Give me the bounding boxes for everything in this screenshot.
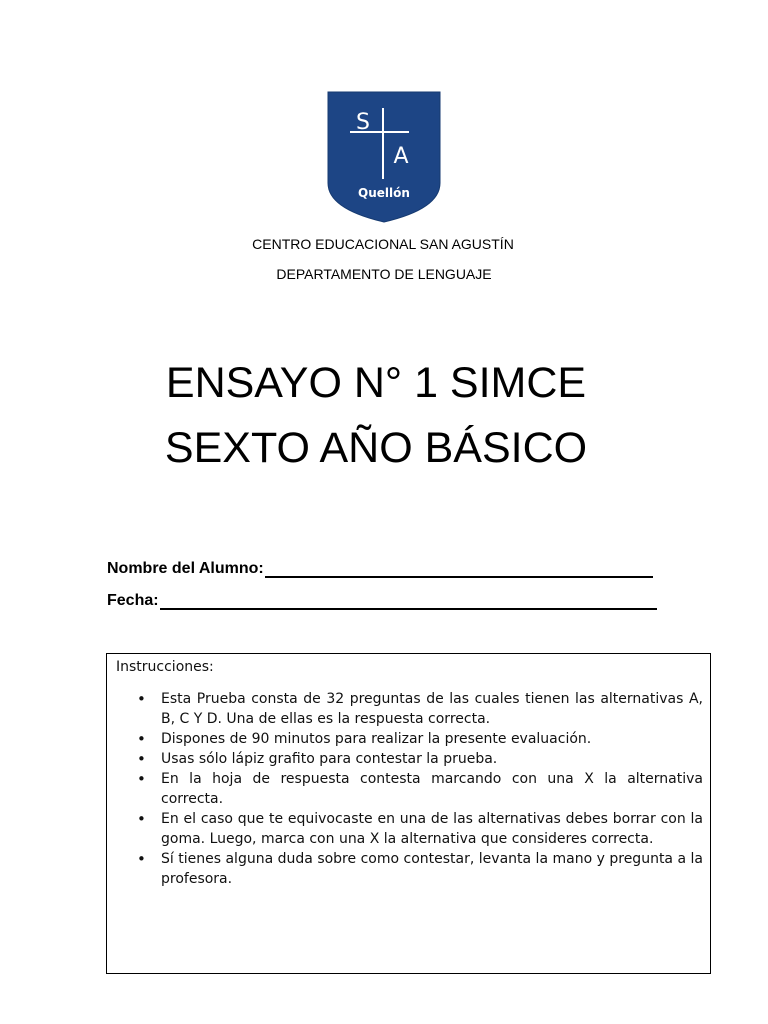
exam-title: ENSAYO N° 1 SIMCE [165,359,587,407]
exam-subtitle: SEXTO AÑO BÁSICO [164,424,588,472]
student-name-line[interactable] [265,561,653,578]
list-item: • Usas sólo lápiz grafito para contestar la prueba. [135,749,703,769]
instructions-box [106,653,711,974]
department-name: DEPARTAMENTO DE LENGUAJE [276,266,492,282]
school-crest-icon [327,91,441,223]
instructions-heading: Instrucciones: [116,659,214,675]
logo-letter-a: A [393,144,409,169]
list-item: • Esta Prueba consta de 32 preguntas de las cuales tienen las alternativas A, B, C Y D. Una de ellas es la respuesta correcta. [135,689,703,729]
date-line[interactable] [160,593,657,610]
student-name-label: Nombre del Alumno: [107,560,264,577]
school-name: CENTRO EDUCACIONAL SAN AGUSTÍN [252,236,514,252]
list-item: • En el caso que te equivocaste en una de las alternativas debes borrar con la goma. Luego, marca con una X la alternativa que consideres correcta. [135,809,703,849]
logo-letter-s: S [356,110,370,135]
instructions-list [135,689,703,889]
date-label: Fecha: [107,592,159,609]
list-item: • Sí tienes alguna duda sobre como contestar, levanta la mano y pregunta a la profesora. [135,849,703,889]
date-field[interactable] [107,592,657,610]
list-item: • En la hoja de respuesta contesta marcando con una X la alternativa correcta. [135,769,703,809]
student-name-field[interactable] [107,560,653,578]
logo-town: Quellón [358,186,410,200]
list-item: • Dispones de 90 minutos para realizar la presente evaluación. [135,729,703,749]
school-logo [327,91,441,223]
